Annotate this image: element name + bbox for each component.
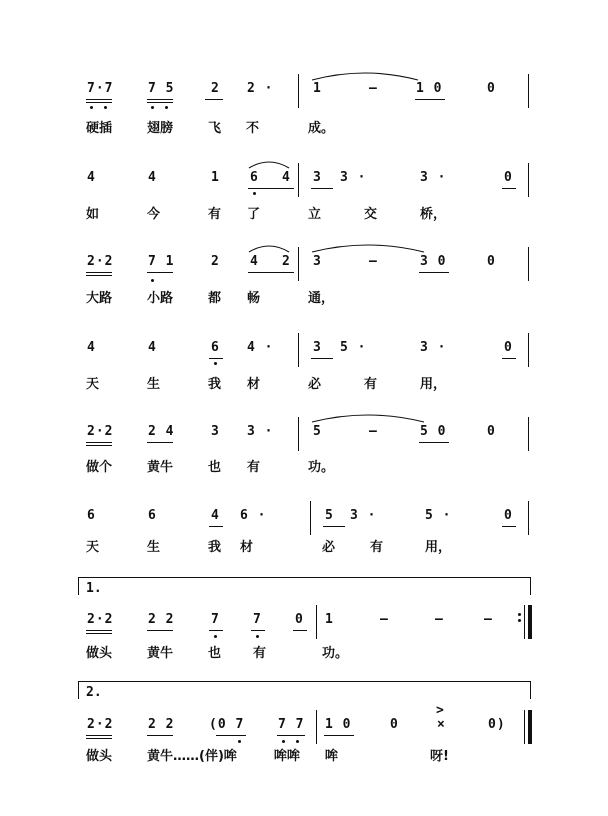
- note-group: 2 2: [148, 717, 175, 732]
- note: 3 ·: [420, 340, 447, 355]
- rest: 0: [504, 170, 513, 185]
- dash: —: [369, 424, 378, 439]
- percussion-x: ×: [437, 717, 446, 732]
- note-group: 2 2: [148, 612, 175, 627]
- lyric: 如: [86, 207, 100, 222]
- lyric: 做头: [86, 749, 113, 764]
- lyric: 大路: [86, 291, 113, 306]
- note: 7: [253, 612, 262, 627]
- dash: —: [435, 612, 444, 627]
- lyric: 有: [253, 646, 267, 661]
- rest: 0: [295, 612, 304, 627]
- lyric: 有: [370, 540, 384, 555]
- lyric: 交: [364, 207, 378, 222]
- lyric: 通，: [308, 291, 335, 306]
- tie-arc: [310, 242, 426, 254]
- note-group: 2·2: [87, 254, 114, 269]
- note: 4: [87, 170, 96, 185]
- lyric: 成。: [308, 121, 335, 136]
- note: 3 ·: [420, 170, 447, 185]
- note-group: 2·2: [87, 717, 114, 732]
- note: 3: [313, 170, 322, 185]
- rest: 0: [487, 254, 496, 269]
- lyric: 有: [364, 377, 378, 392]
- repeat-sign: [518, 610, 521, 625]
- note: 3 ·: [247, 424, 274, 439]
- lyric: 飞: [208, 121, 222, 136]
- lyric: 做个: [86, 460, 113, 475]
- lyric: 硬插: [86, 121, 113, 136]
- lyric: 哞: [325, 749, 339, 764]
- note-group: (0 7: [209, 717, 245, 732]
- note: 3: [313, 254, 322, 269]
- lyric: 用，: [420, 377, 447, 392]
- lyric: 了: [247, 207, 261, 222]
- note-group: 1 0: [325, 717, 352, 732]
- rest: 0): [488, 717, 506, 732]
- note: 4: [87, 340, 96, 355]
- lyric: 不: [246, 121, 260, 136]
- note: 6: [211, 340, 220, 355]
- tie-arc: [310, 70, 420, 82]
- note: 4: [282, 170, 291, 185]
- note: 2: [211, 81, 220, 96]
- note: 4 ·: [247, 340, 274, 355]
- lyric: 材: [247, 377, 261, 392]
- slur-arc: [247, 242, 291, 254]
- ending-label: 2.: [86, 685, 102, 700]
- lyric: 生: [147, 377, 161, 392]
- lyric: 也: [208, 646, 222, 661]
- note: 2: [282, 254, 291, 269]
- lyric: 有: [247, 460, 261, 475]
- lyric: 做头: [86, 646, 113, 661]
- note: 1: [313, 81, 322, 96]
- tie-arc: [310, 412, 426, 424]
- note: 5 ·: [340, 340, 367, 355]
- dash: —: [369, 81, 378, 96]
- note: 5: [325, 508, 334, 523]
- lyric: 必: [322, 540, 336, 555]
- note: 7: [211, 612, 220, 627]
- lyric: 天: [86, 377, 100, 392]
- dash: —: [380, 612, 389, 627]
- rest: 0: [487, 424, 496, 439]
- note: 3: [313, 340, 322, 355]
- lyric: 都: [208, 291, 222, 306]
- accent-mark: >: [436, 703, 445, 718]
- note: 5: [313, 424, 322, 439]
- lyric: 我: [208, 377, 222, 392]
- lyric: 小路: [147, 291, 174, 306]
- note: 1: [211, 170, 220, 185]
- note: 3 ·: [350, 508, 377, 523]
- lyric: 用，: [425, 540, 452, 555]
- lyric: 有: [208, 207, 222, 222]
- lyric: 翅膀: [147, 121, 174, 136]
- note: 3: [211, 424, 220, 439]
- note: 6: [250, 170, 259, 185]
- note: 5 ·: [425, 508, 452, 523]
- dash: —: [369, 254, 378, 269]
- lyric: 黄牛……(伴)哞: [147, 749, 237, 764]
- note: 4: [211, 508, 220, 523]
- ending-label: 1.: [86, 581, 102, 596]
- rest: 0: [390, 717, 399, 732]
- note: 4: [250, 254, 259, 269]
- note: 2 ·: [247, 81, 274, 96]
- note-group: 2·2: [87, 424, 114, 439]
- note: 6: [87, 508, 96, 523]
- note: 6: [148, 508, 157, 523]
- note: 2: [211, 254, 220, 269]
- rest: 0: [504, 340, 513, 355]
- lyric: 呀!: [430, 749, 449, 764]
- note-group: 2 4: [148, 424, 175, 439]
- note-group: 1 0: [416, 81, 443, 96]
- lyric: 必: [308, 377, 322, 392]
- note-group: 7 7: [278, 717, 305, 732]
- lyric: 立: [308, 207, 322, 222]
- lyric: 也: [208, 460, 222, 475]
- dash: —: [484, 612, 493, 627]
- lyric: 功。: [308, 460, 335, 475]
- note: 6 ·: [240, 508, 267, 523]
- note: 1: [325, 612, 334, 627]
- note-group: 7 5: [148, 81, 175, 96]
- note-group: 2·2: [87, 612, 114, 627]
- note-group: 7·7: [87, 81, 114, 96]
- rest: 0: [504, 508, 513, 523]
- lyric: 黄牛: [147, 646, 174, 661]
- lyric: 哞哞: [274, 749, 301, 764]
- lyric: 今: [147, 207, 161, 222]
- rest: 0: [487, 81, 496, 96]
- lyric: 功。: [322, 646, 349, 661]
- note: 4: [148, 340, 157, 355]
- lyric: 我: [208, 540, 222, 555]
- note: 4: [148, 170, 157, 185]
- note-group: 7 1: [148, 254, 175, 269]
- lyric: 天: [86, 540, 100, 555]
- note-group: 3 0: [420, 254, 447, 269]
- note-group: 5 0: [420, 424, 447, 439]
- lyric: 畅: [247, 291, 261, 306]
- note: 3 ·: [340, 170, 367, 185]
- lyric: 材: [240, 540, 254, 555]
- lyric: 黄牛: [147, 460, 174, 475]
- slur-arc: [247, 158, 291, 170]
- lyric: 生: [147, 540, 161, 555]
- lyric: 桥，: [420, 207, 447, 222]
